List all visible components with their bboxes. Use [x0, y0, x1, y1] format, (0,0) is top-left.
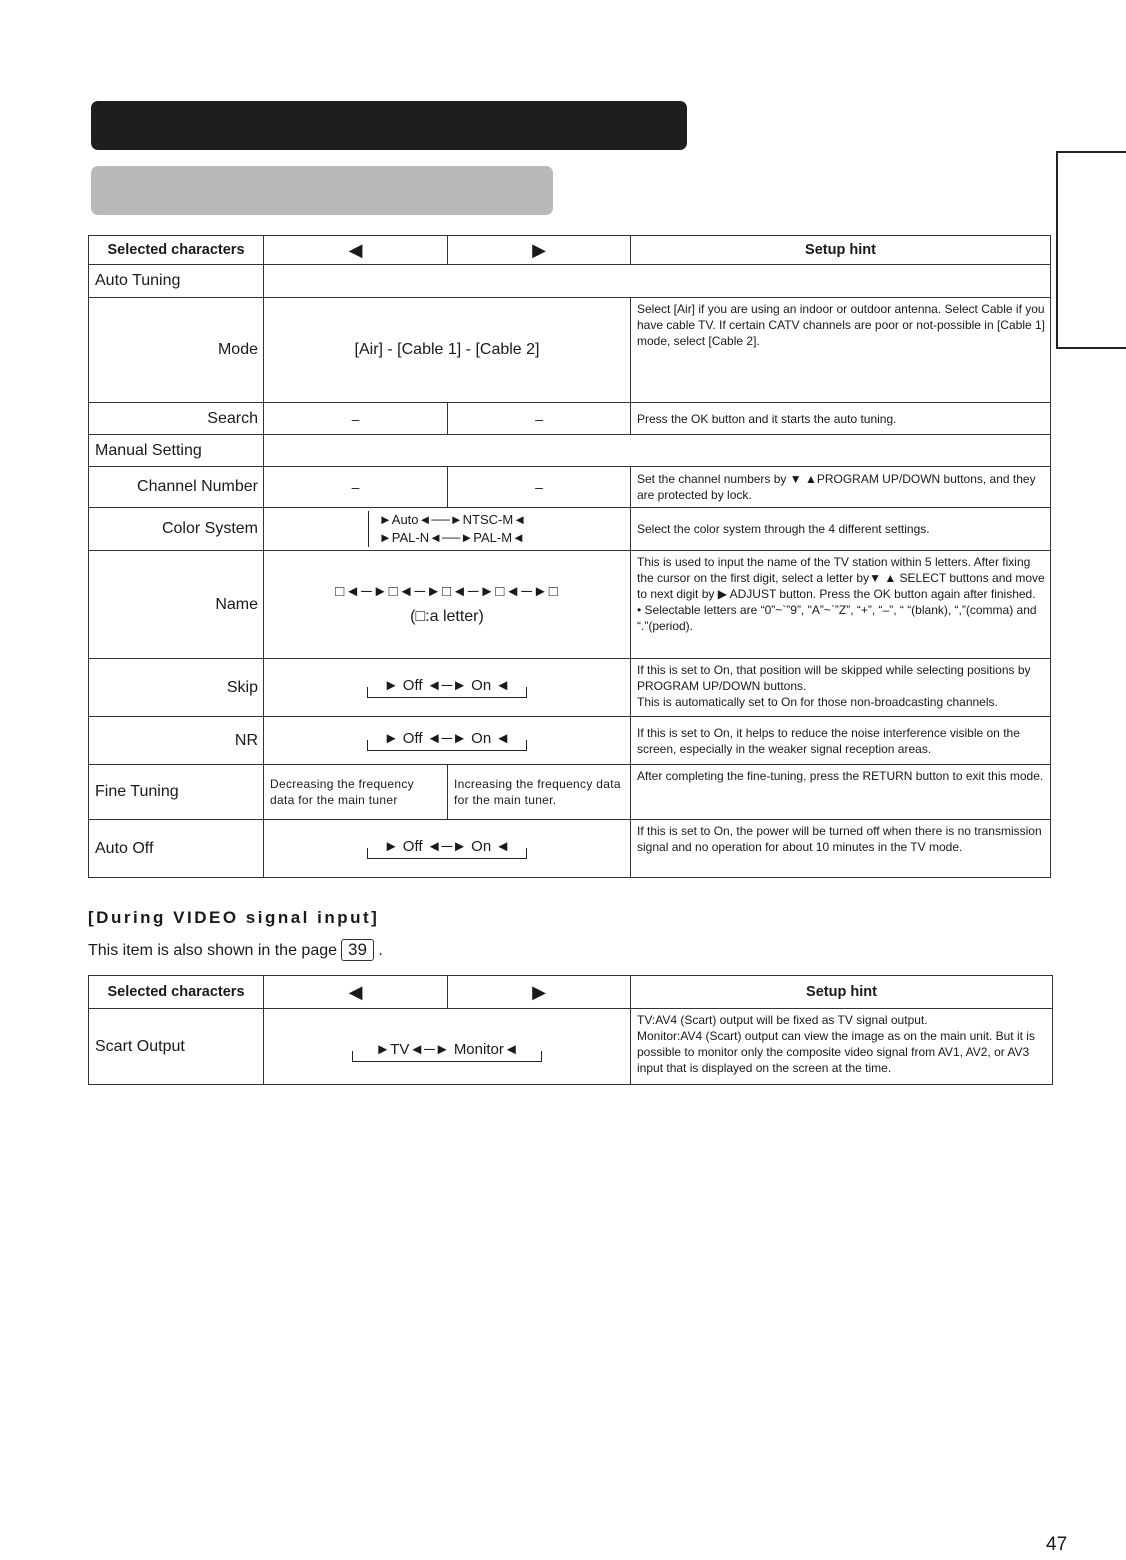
page-number: 47 — [1046, 1534, 1068, 1555]
title-bar — [91, 101, 687, 150]
auto-off-value: ► Off ◄─► On ◄ — [378, 838, 516, 855]
tuning-settings-table — [88, 235, 1051, 878]
table-row — [89, 435, 1051, 467]
name-diagram-cell — [264, 551, 631, 659]
mode-value: [Air] - [Cable 1] - [Cable 2] — [264, 298, 631, 403]
color-system-line2: ►PAL-N◄──►PAL-M◄ — [378, 530, 525, 545]
table-row — [89, 508, 1051, 551]
name-letter-diagram: □◄─►□◄─►□◄─►□◄─►□ — [335, 583, 559, 600]
scart-output-label: Scart Output — [89, 1009, 264, 1085]
channel-number-hint: Set the channel numbers by ▼ ▲PROGRAM UP/DOWN buttons, and they are protected by lock. — [631, 467, 1051, 508]
search-left-value: – — [264, 403, 448, 435]
page-reference-period: . — [378, 942, 383, 959]
table-row — [89, 765, 1051, 820]
nr-toggle-diagram — [367, 728, 527, 754]
table-header-row — [89, 236, 1051, 265]
table-row — [89, 298, 1051, 403]
right-arrow-icon: ▶ — [448, 236, 631, 265]
color-system-label: Color System — [89, 508, 264, 551]
scart-output-hint — [631, 1009, 1053, 1085]
name-note: (□:a letter) — [410, 608, 484, 625]
color-system-line1: ►Auto◄──►NTSC-M◄ — [378, 512, 527, 527]
channel-number-label: Channel Number — [89, 467, 264, 508]
header-setup-hint: Setup hint — [631, 976, 1053, 1009]
table-row — [89, 820, 1051, 878]
header-selected-characters: Selected characters — [89, 236, 264, 265]
table-row — [89, 551, 1051, 659]
name-hint — [631, 551, 1051, 659]
skip-hint-note: This is automatically set to On for those non-broadcasting channels. — [637, 695, 998, 709]
skip-value: ► Off ◄─► On ◄ — [378, 677, 516, 694]
auto-tuning-label: Auto Tuning — [89, 265, 264, 298]
manual-setting-label: Manual Setting — [89, 435, 264, 467]
nr-hint: If this is set to On, it helps to reduce the noise interference visible on the screen, especially in the weaker signal reception areas. — [631, 717, 1051, 765]
name-hint-text: This is used to input the name of the TV station within 5 letters. After fixing the cursor on the first digit, select a letter by▼ ▲ SELECT buttons and move to next digit by ▶ ADJUST button. Press the OK button again after finished. — [637, 555, 1045, 601]
channel-number-right-value: – — [448, 467, 631, 508]
search-hint: Press the OK button and it starts the auto tuning. — [631, 403, 1051, 435]
search-right-value: – — [448, 403, 631, 435]
header-selected-characters: Selected characters — [89, 976, 264, 1009]
scart-output-value-cell — [264, 1009, 631, 1085]
right-arrow-icon: ▶ — [448, 976, 631, 1009]
mode-hint: Select [Air] if you are using an indoor or outdoor antenna. Select Cable if you have cable TV. If certain CATV channels are poor or not-possible in [Cable 1] mode, select [Cable 2]. — [631, 298, 1051, 403]
skip-value-cell — [264, 659, 631, 717]
table-row — [89, 717, 1051, 765]
nr-label: NR — [89, 717, 264, 765]
skip-hint-text: If this is set to On, that position will be skipped while selecting positions by PROGRAM UP/DOWN buttons. — [637, 663, 1031, 693]
auto-off-label: Auto Off — [89, 820, 264, 878]
name-label: Name — [89, 551, 264, 659]
left-arrow-icon: ◀ — [264, 236, 448, 265]
video-signal-table — [88, 975, 1053, 1085]
fine-tuning-left-value: Decreasing the frequency data for the main tuner — [264, 765, 448, 820]
page-reference-line — [88, 939, 383, 961]
mode-label: Mode — [89, 298, 264, 403]
auto-off-toggle-diagram — [367, 836, 527, 862]
nr-value-cell — [264, 717, 631, 765]
table-header-row — [89, 976, 1053, 1009]
skip-label: Skip — [89, 659, 264, 717]
scart-toggle-diagram — [352, 1039, 542, 1065]
page-reference-link[interactable]: 39 — [341, 939, 374, 961]
nr-value: ► Off ◄─► On ◄ — [378, 730, 516, 747]
table-row — [89, 403, 1051, 435]
name-hint-letters: • Selectable letters are “0”~`”9”, "A”~`”Z”, “+”, “–”, “ “(blank), “,”(comma) and “.”(period). — [637, 603, 1037, 633]
video-signal-heading: [During VIDEO signal input] — [88, 908, 380, 927]
side-tab — [1056, 151, 1126, 349]
left-arrow-icon: ◀ — [264, 976, 448, 1009]
subtitle-bar — [91, 166, 553, 215]
scart-hint-monitor: Monitor:AV4 (Scart) output can view the image as on the main unit. But it is possible to monitor only the composite video signal from AV1, AV2, or AV3 input that is displayed on the screen at the time. — [637, 1029, 1035, 1075]
color-system-cycle — [368, 511, 526, 547]
channel-number-left-value: – — [264, 467, 448, 508]
page-reference-text: This item is also shown in the page — [88, 942, 338, 959]
table-row — [89, 265, 1051, 298]
fine-tuning-label: Fine Tuning — [89, 765, 264, 820]
table-row — [89, 1009, 1053, 1085]
skip-toggle-diagram — [367, 675, 527, 701]
table-row — [89, 467, 1051, 508]
auto-off-value-cell — [264, 820, 631, 878]
table-row — [89, 659, 1051, 717]
auto-off-hint: If this is set to On, the power will be turned off when there is no transmission signal and no operation for about 10 minutes in the TV mode. — [631, 820, 1051, 878]
color-system-hint: Select the color system through the 4 different settings. — [631, 508, 1051, 551]
header-setup-hint: Setup hint — [631, 236, 1051, 265]
skip-hint — [631, 659, 1051, 717]
fine-tuning-right-value: Increasing the frequency data for the main tuner. — [448, 765, 631, 820]
scart-output-value: ►TV◄─► Monitor◄ — [369, 1041, 524, 1058]
color-system-diagram — [264, 508, 631, 551]
fine-tuning-hint: After completing the fine-tuning, press the RETURN button to exit this mode. — [631, 765, 1051, 820]
search-label: Search — [89, 403, 264, 435]
scart-hint-tv: TV:AV4 (Scart) output will be fixed as TV signal output. — [637, 1013, 928, 1027]
